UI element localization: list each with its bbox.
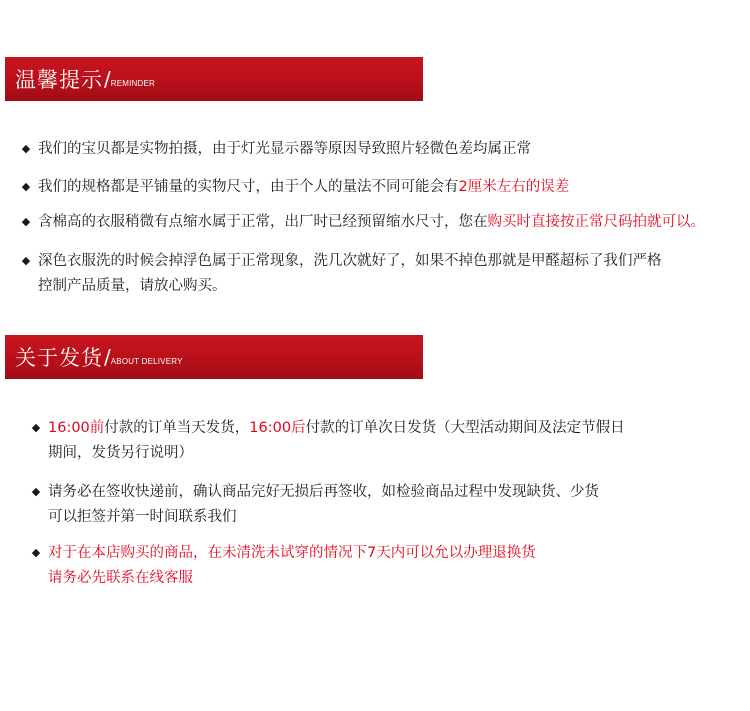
- list-item-text-line1: 深色衣服洗的时候会掉浮色属于正常现象，洗几次就好了，如果不掉色那就是甲醛超标了我们严格: [38, 253, 662, 269]
- diamond-bullet-icon: ◆: [21, 142, 31, 155]
- time-highlight-before: 16:00前: [48, 420, 105, 436]
- diamond-bullet-icon: ◆: [21, 215, 31, 228]
- list-item-text-line1: [48, 416, 625, 440]
- diamond-bullet-icon: ◆: [31, 421, 41, 434]
- list-item-text-highlight: 2厘米左右的误差: [458, 179, 570, 195]
- list-item-text-line1: 请务必在签收快递前，确认商品完好无损后再签收，如检验商品过程中发现缺货、少货: [48, 484, 599, 500]
- list-item-text-normal: 含棉高的衣服稍微有点缩水属于正常，出厂时已经预留缩水尺寸，您在: [38, 214, 488, 230]
- banner-slash: /: [104, 67, 111, 91]
- list-item-text: [38, 210, 705, 234]
- diamond-bullet-icon: ◆: [21, 180, 31, 193]
- list-item-text: [38, 175, 569, 199]
- delivery-subtitle: ABOUT DELIVERY: [110, 357, 183, 366]
- list-item-text-line2: 控制产品质量，请放心购买。: [38, 278, 227, 294]
- list-item-text-line1: 对于在本店购买的商品，在未清洗未试穿的情况下7天内可以允以办理退换货: [48, 545, 536, 561]
- list-item-text-highlight: 购买时直接按正常尺码拍就可以。: [487, 214, 705, 230]
- reminder-subtitle: REMINDER: [110, 79, 156, 88]
- banner-slash: /: [104, 345, 111, 369]
- reminder-banner: [5, 57, 423, 101]
- delivery-banner: [5, 335, 423, 379]
- list-item-text-normal: 我们的规格都是平铺量的实物尺寸，由于个人的量法不同可能会有: [38, 179, 459, 195]
- diamond-bullet-icon: ◆: [31, 546, 41, 559]
- delivery-title: 关于发货: [15, 346, 103, 370]
- list-item-text: 我们的宝贝都是实物拍摄，由于灯光显示器等原因导致照片轻微色差均属正常: [38, 141, 531, 157]
- list-item-text-line2: 请务必先联系在线客服: [48, 570, 193, 586]
- list-item-text-line2: 可以拒签并第一时间联系我们: [48, 509, 237, 525]
- list-item-text-normal: 付款的订单当天发货，: [104, 420, 250, 436]
- diamond-bullet-icon: ◆: [31, 485, 41, 498]
- diamond-bullet-icon: ◆: [21, 254, 31, 267]
- time-highlight-after: 16:00后: [249, 420, 306, 436]
- list-item-text-line2: 期间，发货另行说明）: [48, 445, 193, 461]
- list-item-text-normal: 付款的订单次日发货（大型活动期间及法定节假日: [305, 420, 625, 436]
- reminder-title: 温馨提示: [15, 68, 103, 92]
